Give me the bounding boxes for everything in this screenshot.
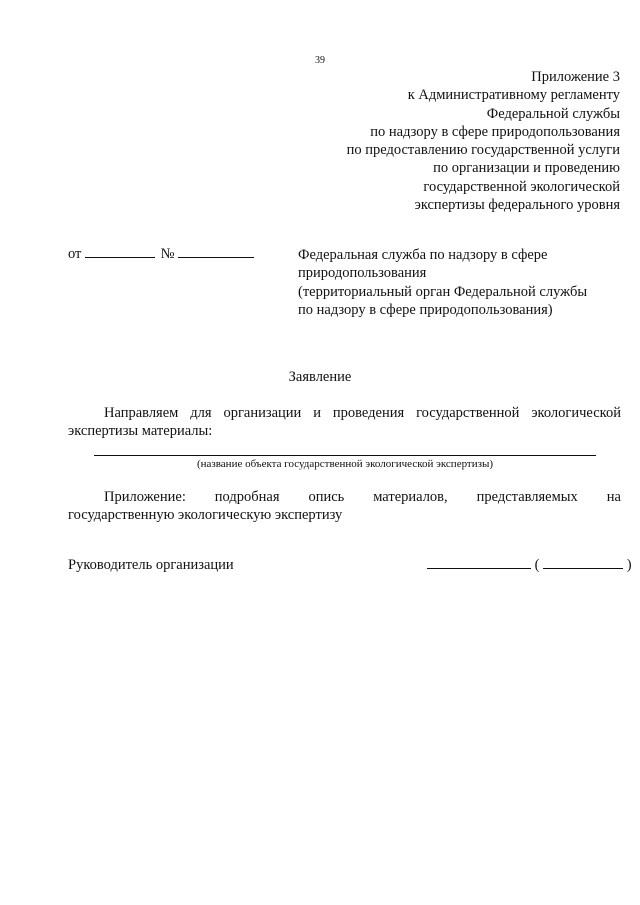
request-paragraph	[68, 404, 621, 441]
word: Направляем	[104, 405, 179, 421]
word: материалов,	[373, 489, 448, 505]
object-name-blank	[94, 455, 596, 456]
word: для	[190, 405, 212, 421]
header-line: к Административному регламенту	[407, 87, 620, 104]
addressee-line: природопользования	[298, 265, 427, 282]
number-blank	[178, 257, 254, 258]
document-title: Заявление	[288, 369, 352, 385]
number-label: №	[160, 246, 175, 262]
date-blank	[85, 257, 155, 258]
page-number: 39	[315, 55, 325, 66]
date-number-line	[68, 246, 254, 263]
word: представляемых	[476, 489, 578, 505]
addressee-line: Федеральная служба по надзору в сфере	[298, 247, 548, 263]
header-line: государственной экологической	[423, 178, 620, 195]
word: экологической	[531, 405, 621, 421]
signature-blank	[427, 568, 531, 569]
header-line: по предоставлению государственной услуги	[346, 142, 620, 159]
header-line: по организации и проведению	[433, 160, 620, 177]
attachment-paragraph	[68, 488, 621, 525]
open-paren: (	[534, 557, 540, 573]
paragraph-last-line: экспертизы материалы:	[68, 423, 213, 440]
addressee-line: (территориальный орган Федеральной службы	[298, 283, 588, 300]
close-paren: )	[626, 557, 632, 573]
header-line: по надзору в сфере природопользования	[370, 123, 620, 140]
word: государственной	[416, 405, 520, 421]
paragraph-line	[68, 404, 621, 422]
appendix-header	[290, 68, 620, 214]
object-name-caption: (название объекта государственной экологической экспертизы)	[196, 458, 494, 470]
word: подробная	[214, 489, 280, 505]
word: опись	[308, 489, 345, 505]
addressee-line: по надзору в сфере природопользования)	[298, 301, 553, 318]
paragraph-last-line: государственную экологическую экспертизу	[68, 507, 343, 524]
addressee-block	[298, 246, 618, 319]
signer-label: Руководитель организации	[68, 557, 234, 573]
word: организации	[223, 405, 302, 421]
from-label: от	[68, 246, 82, 262]
header-line: Федеральной службы	[486, 105, 620, 122]
signature-area	[427, 557, 632, 574]
word: и	[313, 405, 321, 421]
header-line: Приложение 3	[531, 69, 620, 85]
word: проведения	[332, 405, 405, 421]
name-blank	[543, 568, 623, 569]
word: Приложение:	[104, 489, 186, 505]
paragraph-line	[68, 488, 621, 506]
header-line: экспертизы федерального уровня	[414, 197, 620, 214]
word: на	[606, 489, 621, 505]
